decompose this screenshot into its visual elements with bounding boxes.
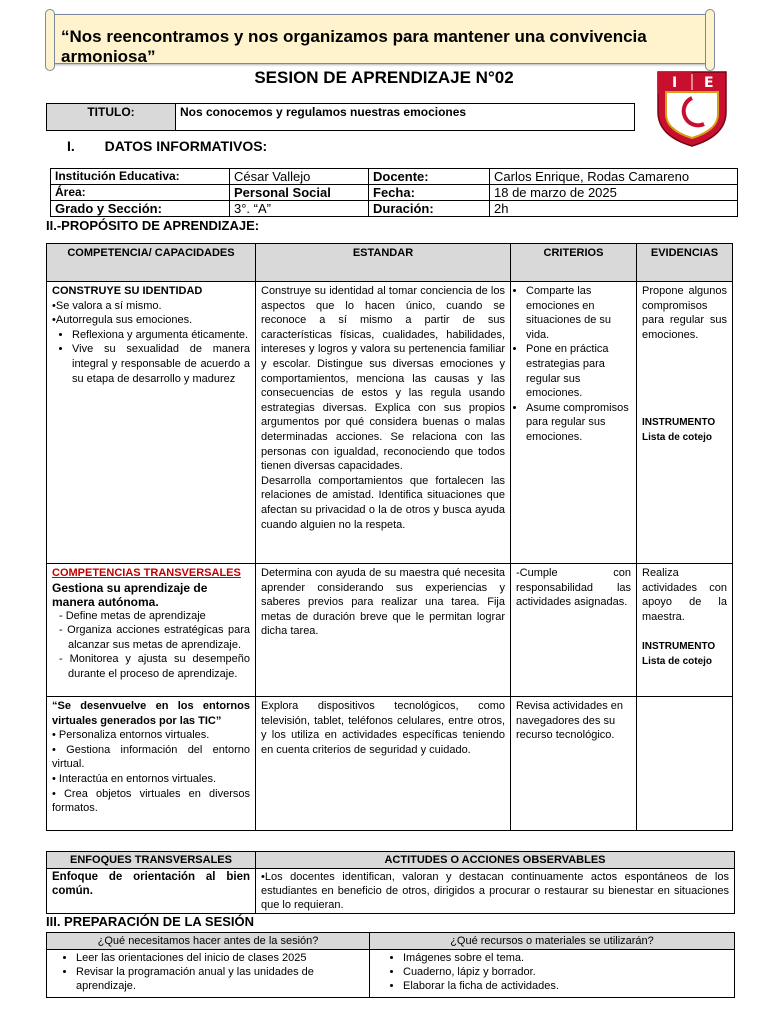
docente-label: Docente: bbox=[369, 169, 490, 185]
school-logo bbox=[652, 68, 732, 148]
competencia-title: “Se desenvuelve en los entornos virtuales generados por las TIC” bbox=[52, 700, 250, 727]
titulo-label: TITULO: bbox=[47, 104, 176, 131]
evidencia-text: Realiza actividades con apoyo de la maestra. bbox=[642, 567, 727, 623]
evidencias-cell bbox=[637, 282, 733, 564]
recurso-item: • Elaborar la ficha de actividades. bbox=[403, 979, 729, 993]
datos-heading-number: I. bbox=[67, 138, 75, 154]
scroll-curl-left bbox=[45, 9, 55, 71]
motto-banner bbox=[48, 14, 712, 64]
criterio-item: • Asume compromisos para regular sus emociones. bbox=[526, 401, 631, 445]
preparacion-table bbox=[46, 932, 735, 998]
header-criterios: CRITERIOS bbox=[511, 244, 637, 282]
motto-text: “Nos reencontramos y nos organizamos para mantener una convivencia armoniosa” bbox=[61, 27, 647, 66]
evidencias-cell bbox=[637, 697, 733, 831]
inst-label: Institución Educativa: bbox=[51, 169, 230, 185]
logo-letter-i: I bbox=[672, 75, 678, 91]
recursos-cell bbox=[370, 950, 735, 998]
antes-cell bbox=[47, 950, 370, 998]
table-row bbox=[47, 950, 735, 998]
estandar-text-2: Desarrolla comportamientos que fortalecen las relaciones de amistad. Identifica situaciones que afectan su privacidad o la de otros y busca ayuda cuando alguien no la respeta. bbox=[261, 474, 505, 531]
antes-item: • Revisar la programación anual y las unidades de aprendizaje. bbox=[76, 965, 364, 993]
recurso-item: • Cuaderno, lápiz y borrador. bbox=[403, 965, 729, 979]
capacidad-item: - Organiza acciones estratégicas para alcanzar sus metas de aprendizaje. bbox=[68, 623, 250, 652]
instrumento-value: Lista de cotejo bbox=[642, 655, 713, 667]
estandar-text: Construye su identidad al tomar conciencia de los aspectos que lo hacen único, cuando se reconoce a sí mismo a partir de sus características físicas, cualidades, habilidades, intereses y logros y valora su pertenencia familiar y escolar. Distingue sus diversas emociones y comportamientos, menciona las causas y las consecuencias de estos y las regula usando estrategias diversas. Explica con sus propios argumentos por qué considera buenas o malas determinadas acciones. Se relaciona con las personas con igualdad, reconociendo que todos tienen diversas capacidades. bbox=[261, 285, 505, 473]
instrumento-value: Lista de cotejo bbox=[642, 431, 713, 443]
header-competencia: COMPETENCIA/ CAPACIDADES bbox=[47, 244, 256, 282]
fecha-value: 18 de marzo de 2025 bbox=[490, 185, 738, 201]
evidencia-text: Propone algunos compromisos para regular sus emociones. bbox=[642, 285, 727, 341]
header-recursos: ¿Qué recursos o materiales se utilizarán? bbox=[370, 933, 735, 950]
duracion-label: Duración: bbox=[369, 201, 490, 217]
proposito-table bbox=[46, 243, 733, 831]
capacidad-item: • Personaliza entornos virtuales. bbox=[52, 729, 210, 742]
table-row bbox=[47, 282, 733, 564]
capacidad-item: •Se valora a sí mismo. bbox=[52, 299, 162, 312]
competencia-cell bbox=[47, 282, 256, 564]
capacidad-item: • Reflexiona y argumenta éticamente. bbox=[72, 328, 250, 343]
titulo-table bbox=[46, 103, 635, 131]
instrumento-label: INSTRUMENTO bbox=[642, 417, 716, 429]
area-label: Área: bbox=[51, 185, 230, 201]
capacidad-item: - Define metas de aprendizaje bbox=[68, 609, 250, 624]
datos-table bbox=[50, 168, 738, 217]
docente-value: Carlos Enrique, Rodas Camareno bbox=[490, 169, 738, 185]
datos-heading bbox=[67, 138, 267, 154]
criterios-cell bbox=[511, 282, 637, 564]
header-actitudes: ACTITUDES O ACCIONES OBSERVABLES bbox=[256, 852, 735, 869]
logo-letter-e: E bbox=[704, 75, 714, 91]
area-value: Personal Social bbox=[230, 185, 369, 201]
competencia-title: CONSTRUYE SU IDENTIDAD bbox=[52, 285, 203, 297]
antes-item: • Leer las orientaciones del inicio de clases 2025 bbox=[76, 951, 364, 965]
instrumento-label: INSTRUMENTO bbox=[642, 641, 716, 653]
competencia-cell bbox=[47, 697, 256, 831]
header-estandar: ESTANDAR bbox=[256, 244, 511, 282]
criterio-cell: -Cumple con responsabilidad las actividades asignadas. bbox=[511, 564, 637, 697]
header-antes: ¿Qué necesitamos hacer antes de la sesión? bbox=[47, 933, 370, 950]
actitudes-cell: •Los docentes identifican, valoran y destacan continuamente actos espontáneos de los estudiantes en beneficio de otros, dirigidos a procurar o restaurar su bienestar en situaciones que lo requieran. bbox=[256, 869, 735, 914]
table-row bbox=[47, 697, 733, 831]
titulo-value: Nos conocemos y regulamos nuestras emociones bbox=[176, 104, 635, 131]
estandar-cell: Determina con ayuda de su maestra qué necesita aprender considerando sus experiencias y saberes previos para realizar una tarea. Fija metas de duración breve que le permitan lograr dicha tarea. bbox=[256, 564, 511, 697]
capacidad-item: - Monitorea y ajusta su desempeño durante el proceso de aprendizaje. bbox=[68, 652, 250, 681]
competencia-title: Gestiona su aprendizaje de manera autónoma. bbox=[52, 580, 208, 609]
competencia-cell bbox=[47, 564, 256, 697]
preparacion-heading: III. PREPARACIÓN DE LA SESIÓN bbox=[46, 914, 255, 929]
duracion-value: 2h bbox=[490, 201, 738, 217]
table-row bbox=[47, 869, 735, 914]
capacidad-item: • Crea objetos virtuales en diversos formatos. bbox=[52, 787, 250, 815]
grado-label: Grado y Sección: bbox=[51, 201, 230, 217]
session-title: SESION DE APRENDIZAJE N°02 bbox=[254, 68, 514, 87]
grado-value: 3°. “A” bbox=[230, 201, 369, 217]
criterio-item: • Pone en práctica estrategias para regular sus emociones. bbox=[526, 342, 631, 400]
inst-value: César Vallejo bbox=[230, 169, 369, 185]
datos-heading-text: DATOS INFORMATIVOS: bbox=[104, 138, 268, 154]
estandar-cell bbox=[256, 282, 511, 564]
criterio-cell: Revisa actividades en navegadores des su recurso tecnológico. bbox=[511, 697, 637, 831]
header-enfoques: ENFOQUES TRANSVERSALES bbox=[47, 852, 256, 869]
capacidad-item: •Autorregula sus emociones. bbox=[52, 314, 193, 327]
evidencias-cell bbox=[637, 564, 733, 697]
capacidad-item: • Vive su sexualidad de manera integral y responsable de acuerdo a su etapa de desarrollo y madurez bbox=[72, 342, 250, 386]
table-row bbox=[47, 564, 733, 697]
enfoques-table bbox=[46, 851, 735, 914]
proposito-heading: II.-PROPÓSITO DE APRENDIZAJE: bbox=[46, 218, 260, 233]
enfoque-cell: Enfoque de orientación al bien común. bbox=[47, 869, 256, 914]
capacidad-item: • Gestiona información del entorno virtual. bbox=[52, 743, 250, 771]
fecha-label: Fecha: bbox=[369, 185, 490, 201]
capacidad-item: • Interactúa en entornos virtuales. bbox=[52, 772, 217, 785]
estandar-cell: Explora dispositivos tecnológicos, como televisión, tablet, teléfonos celulares, entre otros, y los utiliza en actividades específicas teniendo en cuenta criterios de seguridad y cuidado. bbox=[256, 697, 511, 831]
criterio-item: • Comparte las emociones en situaciones de su vida. bbox=[526, 284, 631, 342]
header-evidencias: EVIDENCIAS bbox=[637, 244, 733, 282]
recurso-item: • Imágenes sobre el tema. bbox=[403, 951, 729, 965]
transversal-label: COMPETENCIAS TRANSVERSALES bbox=[52, 567, 241, 579]
